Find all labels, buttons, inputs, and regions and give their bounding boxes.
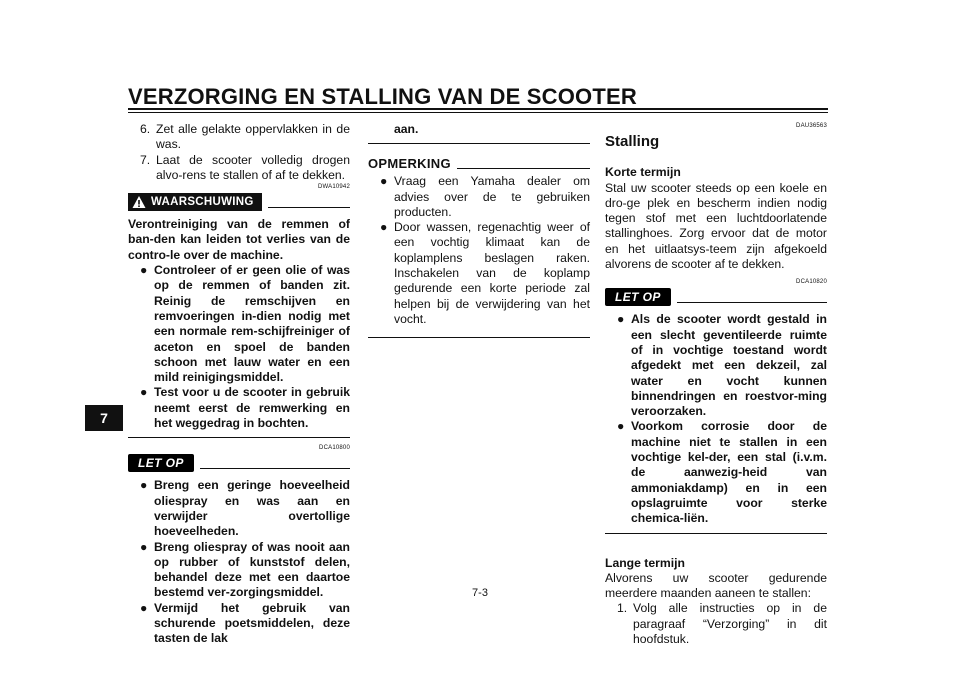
chapter-tab: 7 bbox=[85, 405, 123, 431]
subheading-long-term: Lange termijn bbox=[605, 555, 685, 570]
caution-bullet bbox=[128, 478, 350, 539]
subheading-short-term: Korte termijn bbox=[605, 165, 681, 180]
note-bullet bbox=[368, 220, 590, 327]
step-number: 7. bbox=[140, 152, 151, 167]
column-1 bbox=[128, 122, 350, 647]
page-title: VERZORGING EN STALLING VAN DE SCOOTER bbox=[128, 84, 637, 109]
section-end-rule bbox=[605, 533, 827, 534]
step-number: 6. bbox=[140, 122, 151, 136]
bullet-text: Breng een geringe hoeveelheid oliespray en was aan en verwijder overtollige hoeveelheden. bbox=[154, 478, 350, 539]
warning-intro: Verontreiniging van de remmen of ban-den kan leiden tot verlies van de contro-le over de machine. bbox=[128, 217, 350, 262]
bullet-dot-icon: ● bbox=[140, 600, 148, 615]
caution-code: DCA10800 bbox=[319, 445, 350, 452]
section-code: DAU36563 bbox=[796, 123, 827, 129]
warning-code: DWA10942 bbox=[317, 184, 350, 191]
section-end-rule bbox=[368, 337, 590, 338]
bullet-dot-icon: ● bbox=[617, 312, 625, 327]
bullet-dot-icon: ● bbox=[380, 220, 388, 235]
continued-text: aan. bbox=[394, 122, 419, 136]
step-item bbox=[128, 122, 350, 153]
long-term-text: Alvorens uw scooter gedurende meerdere maanden aaneen te stallen: bbox=[605, 570, 827, 601]
short-term-text: Stal uw scooter steeds op een koele en dro-ge plek en bescherm indien nodig tegen stof met een luchtdoorlatende stallinghoes. Zorg ervoor dat de motor en het uitlaatsys-teem zijn afgekoeld alvorens de scooter af te dekken. bbox=[605, 180, 827, 272]
caution-code: DCA10820 bbox=[796, 279, 827, 286]
column-2 bbox=[368, 122, 590, 338]
label-rule bbox=[200, 458, 350, 469]
bullet-dot-icon: ● bbox=[140, 263, 148, 278]
warning-bullet bbox=[128, 263, 350, 385]
warning-triangle-icon bbox=[132, 195, 146, 209]
column-3 bbox=[605, 122, 827, 647]
step-item bbox=[605, 601, 827, 647]
step-number: 1. bbox=[617, 601, 628, 616]
section-end-rule bbox=[368, 143, 590, 144]
section-end-rule bbox=[128, 437, 350, 438]
note-bullet bbox=[368, 174, 590, 220]
step-text: Volg alle instructies op in de paragraaf “Verzorging” in dit hoofdstuk. bbox=[633, 601, 827, 647]
header-rule bbox=[128, 108, 828, 110]
bullet-dot-icon: ● bbox=[140, 478, 148, 493]
bullet-text: Vermijd het gebruik van schurende poetsmiddelen, deze tasten de lak bbox=[154, 600, 350, 646]
caution-bullet bbox=[605, 312, 827, 419]
warning-badge bbox=[128, 193, 262, 211]
step-item bbox=[128, 153, 350, 184]
caution-header bbox=[128, 452, 350, 474]
bullet-text: Door wassen, regenachtig weer of een vochtig klimaat kan de koplamplens beslagen raken. Inschakelen van de koplamp gedurende een korte periode zal helpen bij de verwijdering van het vocht. bbox=[394, 220, 590, 326]
bullet-dot-icon: ● bbox=[380, 174, 388, 189]
bullet-text: Als de scooter wordt gestald in een slecht geventileerde ruimte of in vochtige toestand wordt afgedekt met een dekzeil, zal water en vocht kunnen binnendringen en roestvor-ming veroorzaken. bbox=[631, 312, 827, 419]
warning-bullet bbox=[128, 385, 350, 431]
caution-bullet bbox=[605, 419, 827, 526]
bullet-text: Controleer of er geen olie of was op de remmen of banden zit. Reinig de remschijven en remvoeringen in-dien nodig met een normale rem-schijfreiniger of aceton en spoel de banden schoon met lauw water en een mild reinigingsmiddel. bbox=[154, 263, 350, 385]
bullet-dot-icon: ● bbox=[617, 419, 625, 434]
caution-header bbox=[605, 286, 827, 308]
caution-badge: LET OP bbox=[605, 288, 671, 306]
warning-header bbox=[128, 191, 350, 213]
bullet-dot-icon: ● bbox=[140, 539, 148, 554]
caution-bullet bbox=[128, 540, 350, 601]
page-number: 7-3 bbox=[472, 587, 488, 599]
section-heading: Stalling bbox=[605, 133, 660, 150]
caution-badge: LET OP bbox=[128, 454, 194, 472]
header-rule-thin bbox=[128, 112, 828, 113]
label-rule bbox=[457, 158, 590, 169]
bullet-text: Breng oliespray of was nooit aan op rubber of kunststof delen, behandel deze met een daartoe bestemd ver-zorgingsmiddel. bbox=[154, 539, 350, 600]
note-header bbox=[368, 152, 590, 174]
step-text: Zet alle gelakte oppervlakken in de was. bbox=[156, 122, 350, 152]
warning-label: WAARSCHUWING bbox=[151, 195, 254, 208]
bullet-text: Vraag een Yamaha dealer om advies over de te gebruiken producten. bbox=[394, 174, 590, 219]
bullet-text: Voorkom corrosie door de machine niet te stallen in een vochtige kel-der, een stal (i.v.m. de aanwezig-heid van ammoniakdamp) en in een opslagruimte voor sterke chemica-liën. bbox=[631, 419, 827, 526]
label-rule bbox=[677, 292, 827, 303]
note-label: OPMERKING bbox=[368, 155, 451, 171]
bullet-dot-icon: ● bbox=[140, 385, 148, 400]
label-rule bbox=[268, 197, 350, 208]
step-text: Laat de scooter volledig drogen alvo-rens te stallen of af te dekken. bbox=[156, 152, 350, 182]
bullet-text: Test voor u de scooter in gebruik neemt eerst de remwerking en het weggedrag in bochten. bbox=[154, 385, 350, 431]
caution-bullet bbox=[128, 601, 350, 647]
